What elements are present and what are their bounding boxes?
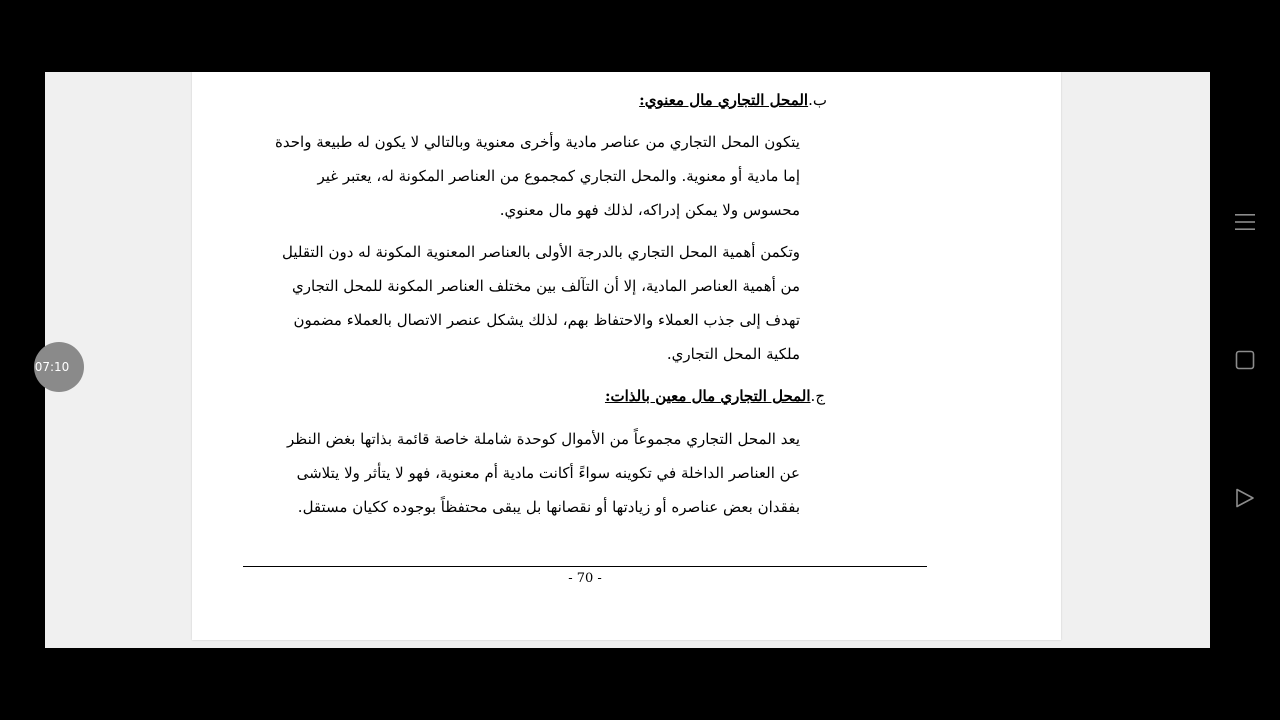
menu-button[interactable] xyxy=(1225,202,1265,242)
paragraph-line: من أهمية العناصر المادية، إلا أن التآلف بين مختلف العناصر المكونة للمحل التجاري xyxy=(292,277,800,295)
paragraph-2 xyxy=(240,235,800,371)
paragraph-1 xyxy=(240,125,800,227)
square-icon xyxy=(1235,350,1255,370)
recents-button[interactable] xyxy=(1225,340,1265,380)
section-b-title: المحل التجاري مال معنوي: xyxy=(639,91,809,109)
paragraph-line: بفقدان بعض عناصره أو زيادتها أو نقصانها بل يبقى محتفظاً بوجوده ككيان مستقل. xyxy=(297,498,800,516)
paragraph-line: ملكية المحل التجاري. xyxy=(666,345,800,363)
paragraph-line: إما مادية أو معنوية. والمحل التجاري كمجموع من العناصر المكونة له، يعتبر غير xyxy=(317,167,800,185)
section-c-title: المحل التجاري مال معين بالذات: xyxy=(604,387,811,405)
menu-icon xyxy=(1234,212,1256,232)
section-c-heading xyxy=(605,383,825,409)
section-b-marker: ب. xyxy=(808,91,827,109)
timestamp-text: 07:10 xyxy=(34,360,70,374)
page-number: - 70 - xyxy=(568,571,602,586)
paragraph-line: وتكمن أهمية المحل التجاري بالدرجة الأولى بالعناصر المعنوية المكونة له دون التقليل xyxy=(281,243,800,261)
play-icon xyxy=(1235,488,1255,508)
paragraph-3 xyxy=(240,422,800,524)
paragraph-line: تهدف إلى جذب العملاء والاحتفاظ بهم، لذلك يشكل عنصر الاتصال بالعملاء مضمون xyxy=(293,311,800,329)
paragraph-line: محسوس ولا يمكن إدراكه، لذلك فهو مال معنوي. xyxy=(499,201,800,219)
footer-rule xyxy=(243,566,927,567)
back-button[interactable] xyxy=(1225,478,1265,518)
paragraph-line: يعد المحل التجاري مجموعاً من الأموال كوحدة شاملة خاصة قائمة بذاتها بغض النظر xyxy=(287,430,800,448)
paragraph-line: عن العناصر الداخلة في تكوينه سواءً أكانت مادية أم معنوية، فهو لا يتأثر ولا يتلاشى xyxy=(296,464,800,482)
section-b-heading xyxy=(639,87,827,113)
timestamp-bubble[interactable] xyxy=(34,342,84,392)
section-c-marker: ج. xyxy=(810,387,825,405)
paragraph-line: يتكون المحل التجاري من عناصر مادية وأخرى معنوية وبالتالي لا يكون له طبيعة واحدة xyxy=(275,133,800,151)
